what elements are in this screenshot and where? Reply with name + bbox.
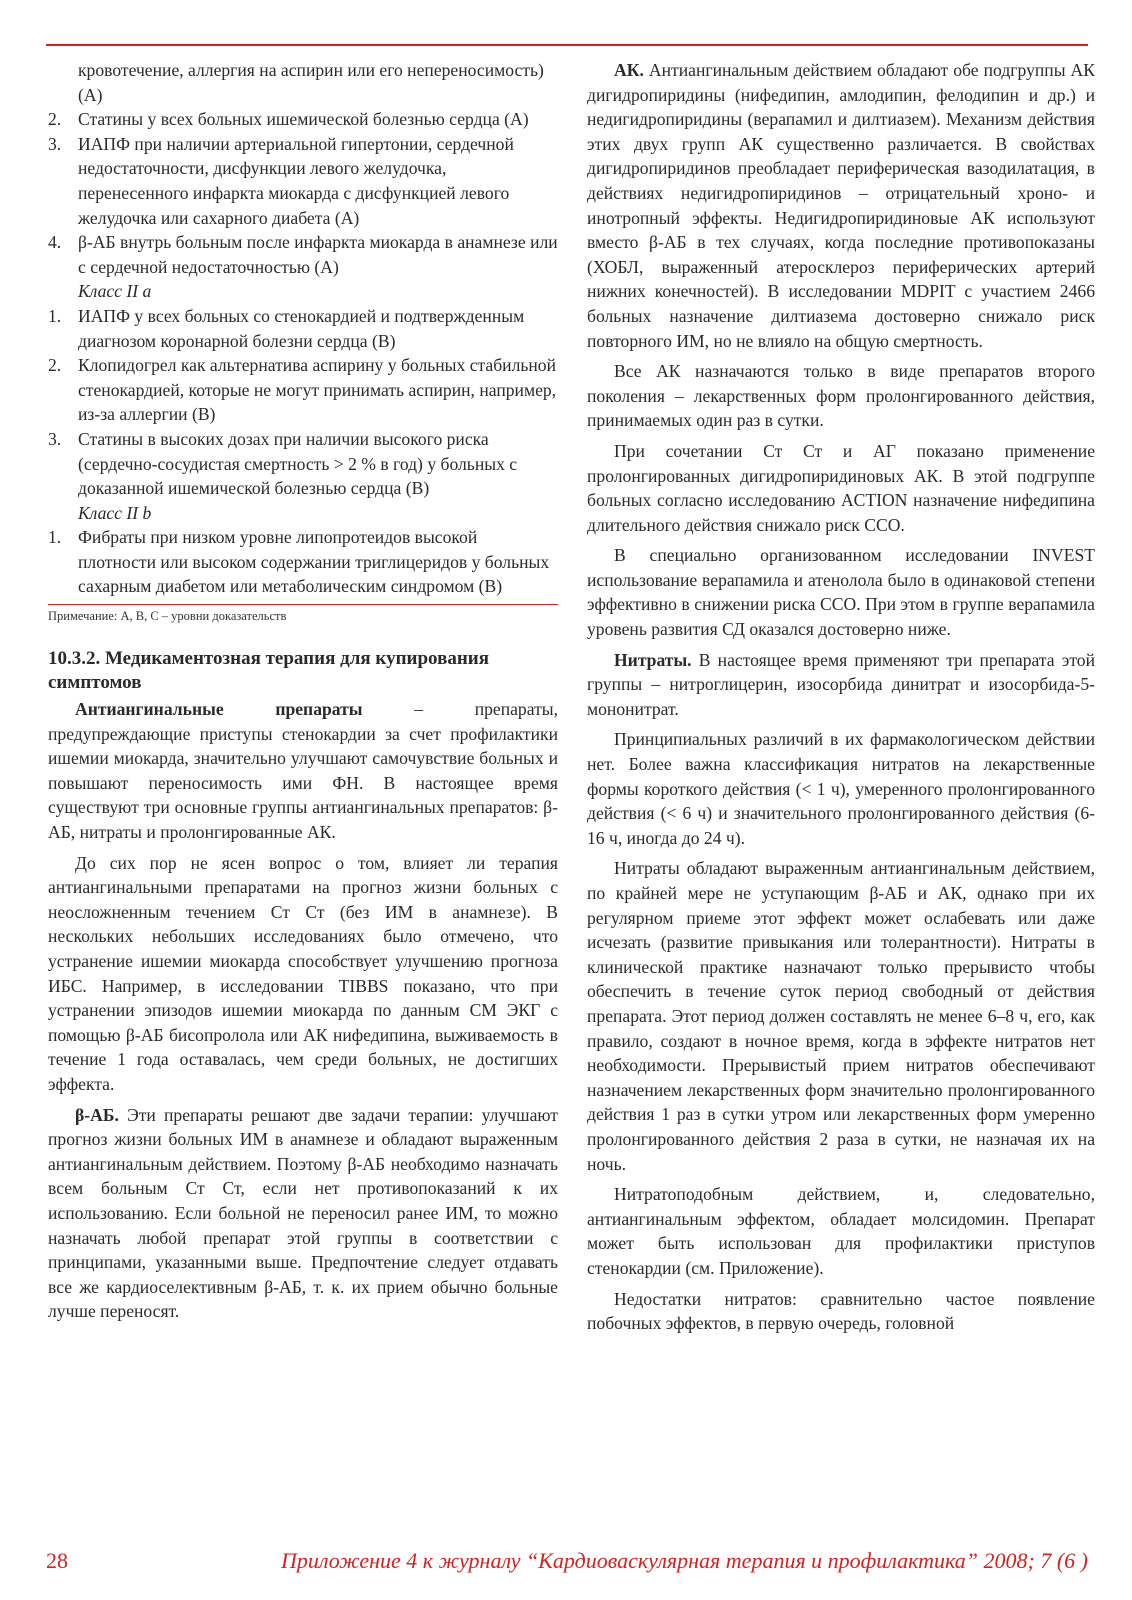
paragraph-lead: β-АБ. bbox=[75, 1104, 119, 1125]
list-text: Статины у всех больных ишемической болезнью сердца (А) bbox=[78, 109, 529, 130]
paragraph-lead: АК. bbox=[614, 60, 644, 80]
paragraph bbox=[587, 648, 1095, 722]
paragraph bbox=[48, 697, 558, 845]
list-number: 3. bbox=[48, 428, 62, 449]
paragraph: Принципиальных различий в их фармакологическом действии нет. Более важна классификация нитратов на лекарственные формы короткого действия (< 1 ч), умеренного пролонгированного действия (< 6 ч) и значительного пролонгированного действия (6-16 ч, иногда до 24 ч). bbox=[587, 729, 1095, 848]
paragraph: В специально организованном исследовании INVEST использование верапамила и атенолола было в одинаковой степени эффективно в снижении риска ССО. При этом в группе верапамила уровень развития СД оказался достоверно ниже. bbox=[587, 545, 1095, 640]
list-text: Клопидогрел как альтернатива аспирину у больных стабильной стенокардией, которые не могут принимать аспирин, например, из-за аллергии (В) bbox=[78, 355, 557, 425]
right-column bbox=[587, 58, 1095, 1336]
paragraph: Все АК назначаются только в виде препаратов второго поколения – лекарственных форм пролонгированного действия, принимаемых один раз в сутки. bbox=[587, 361, 1095, 431]
list-number: 4. bbox=[48, 232, 62, 253]
list-number: 2. bbox=[48, 355, 62, 376]
list-item-continuation: кровотечение, аллергия на аспирин или его непереносимость) (А) bbox=[78, 60, 544, 105]
list-item bbox=[48, 230, 558, 279]
paragraph: Нитратоподобным действием, и, следовательно, антиангинальным эффектом, обладает молсидомин. Препарат может быть использован для профилактики приступов стенокардии (см. Приложение). bbox=[587, 1184, 1095, 1278]
list-text: Статины в высоких дозах при наличии высокого риска (сердечно-сосудистая смертность > 2 % в год) у больных с доказанной ишемической болезнью сердца (В) bbox=[78, 428, 518, 499]
class-2a-label: Класс II a bbox=[78, 281, 152, 302]
paragraph-text: Антиангинальным действием обладают обе подгруппы АК дигидропиридины (нифедипин, амлодипин, фелодипин и др.) и недигидропиридины (верапамил и дилтиазем). Механизм действия этих двух групп АК существенно различается. В свойствах дигидропиридинов преобладает периферическая вазодилатация, в действиях недигидропиридинов – отрицательный хроно- и инотропный эффекты. Недигидропиридиновые АК используют вместо β-АБ в тех случаях, когда последние противопоказаны (ХОБЛ, выраженный атеросклероз периферических артерий нижних конечностей). В исследовании MDPIT с участием 2466 больных назначение дилтиазема достоверно снижало риск повторного ИМ, но не влияло на общую смертность. bbox=[587, 60, 1095, 351]
paragraph-lead: Антиангинальные препараты bbox=[75, 699, 363, 720]
journal-reference: Приложение 4 к журналу “Кардиоваскулярная терапия и профилактика” 2008; 7 (6 ) bbox=[280, 1548, 1088, 1573]
page-number: 28 bbox=[46, 1548, 68, 1573]
paragraph: При сочетании Ст Ст и АГ показано применение пролонгированных дигидропиридиновых АК. В этой подгруппе больных согласно исследованию ACTION назначение нифедипина длительного действия снижало риск ССО. bbox=[587, 440, 1095, 535]
table-note: Примечание: А, В, С – уровни доказательств bbox=[48, 609, 287, 624]
list-number: 2. bbox=[48, 109, 62, 130]
list-text: Фибраты при низком уровне липопротеидов высокой плотности или высоком содержании триглицеридов у больных сахарным диабетом или метаболическим синдромом (В) bbox=[78, 527, 550, 597]
paragraph: Недостатки нитратов: сравнительно частое появление побочных эффектов, в первую очередь, головной bbox=[587, 1288, 1095, 1334]
class-2b-label: Класс II b bbox=[78, 502, 152, 523]
header-rule bbox=[46, 44, 1088, 46]
list-item bbox=[48, 132, 558, 230]
list-text: ИАПФ у всех больных со стенокардией и подтвержденным диагнозом коронарной болезни сердца (В) bbox=[78, 305, 525, 351]
list-text: β-АБ внутрь больным после инфаркта миокарда в анамнезе или с сердечной недостаточностью (А) bbox=[78, 232, 558, 277]
paragraph bbox=[587, 58, 1095, 353]
paragraph-text: – препараты, предупреждающие приступы стенокардии за счет профилактики ишемии миокарда, значительно улучшают самочувствие больных и повышают переносимость ими ФН. В настоящее время существуют три основные группы антиангинальных препаратов: β-АБ, нитраты и пролонгированные АК. bbox=[48, 699, 558, 843]
list-item bbox=[48, 304, 558, 353]
list-number: 1. bbox=[48, 527, 62, 548]
list-item bbox=[48, 427, 558, 501]
paragraph-text: В настоящее время применяют три препарата этой группы – нитроглицерин, изосорбида динитрат и изосорбида-5-мононитрат. bbox=[587, 649, 1095, 719]
list-item bbox=[48, 107, 558, 132]
list-text: ИАПФ при наличии артериальной гипертонии, сердечной недостаточности, дисфункции левого желудочка, перенесенного инфаркта миокарда с дисфункцией левого желудочка или сахарного диабета (А) bbox=[78, 133, 514, 228]
list-number: 3. bbox=[48, 133, 62, 154]
section-heading: 10.3.2. Медикаментозная терапия для купирования симптомов bbox=[48, 648, 490, 694]
list-item bbox=[48, 353, 558, 427]
note-divider bbox=[48, 604, 558, 605]
left-column bbox=[48, 58, 558, 1324]
list-number: 1. bbox=[48, 305, 62, 326]
paragraph: До сих пор не ясен вопрос о том, влияет ли терапия антиангинальными препаратами на прогноз жизни больных с неосложненным течением Ст Ст (без ИМ в анамнезе). В нескольких небольших исследованиях было отмечено, что устранение ишемии миокарда способствует улучшению прогноза ИБС. Например, в исследовании TIBBS показано, что при устранении эпизодов ишемии миокарда по данным СМ ЭКГ с помощью β-АБ бисопролола или АК нифедипина, выживаемость в течение 1 года оставалась, чем среди больных, не достигших эффекта. bbox=[48, 852, 558, 1094]
paragraph-text: Эти препараты решают две задачи терапии: улучшают прогноз жизни больных ИМ в анамнезе и обладают выраженным антиангинальным действием. Поэтому β-АБ необходимо назначать всем больным Ст Ст, если нет противопоказаний к их использованию. Если больной не переносил ранее ИМ, то можно назначать любой препарат этой группы в соответствии с принципами, указанными выше. Предпочтение следует отдавать все же кардиоселективным β-АБ, т. к. их прием обычно больные лучше переносят. bbox=[48, 1104, 558, 1322]
paragraph: Нитраты обладают выраженным антиангинальным действием, по крайней мере не уступающим β-АБ и АК, однако при их регулярном приеме этот эффект может ослабевать или даже исчезать (развитие привыкания или толерантности). Нитраты в клинической практике назначают только прерывисто чтобы обеспечить в течение суток период свободный от действия препарата. Этот период должен составлять не менее 6–8 ч, его, как правило, создают в ночное время, когда в эффекте нитратов нет необходимости. Прерывистый прием нитратов обеспечивают назначением лекарственных форм значительно пролонгированного действия 1 раз в сутки утром или лекарственных форм умеренно пролонгированного действия 2 раза в сутки, не назначая их на ночь. bbox=[587, 858, 1095, 1174]
paragraph bbox=[48, 1103, 558, 1324]
list-item bbox=[48, 525, 558, 599]
paragraph-lead: Нитраты. bbox=[614, 649, 692, 670]
